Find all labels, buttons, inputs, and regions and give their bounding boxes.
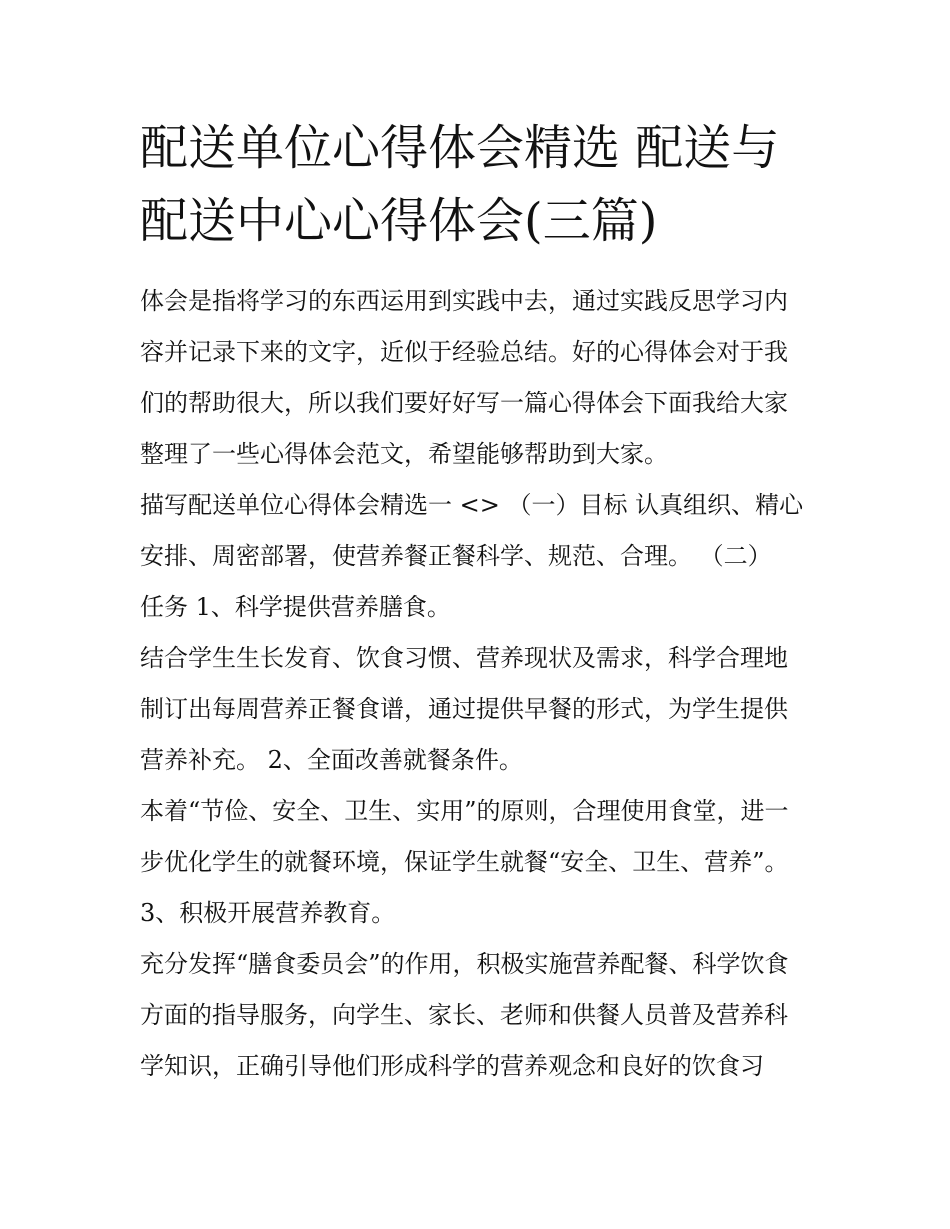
body-text-line: 充分发挥“膳食委员会”的作用，积极实施营养配餐、科学饮食: [140, 950, 789, 978]
body-text-line: 步优化学生的就餐环境，保证学生就餐“安全、卫生、营养”。: [140, 848, 789, 876]
body-text-line: 安排、周密部署，使营养餐正餐科学、规范、合理。 （二）: [140, 542, 772, 570]
body-text-line: 容并记录下来的文字，近似于经验总结。好的心得体会对于我: [140, 338, 788, 366]
title-line: 配送单位心得体会精选 配送与: [140, 120, 780, 176]
body-text-line: 3、积极开展营养教育。: [140, 899, 396, 927]
body-text-line: 们的帮助很大，所以我们要好好写一篇心得体会下面我给大家: [140, 389, 788, 417]
body-text-line: 描写配送单位心得体会精选一 <> （一）目标 认真组织、精心: [140, 491, 804, 519]
document-body: [140, 276, 820, 1092]
body-text-line: 结合学生生长发育、饮食习惯、营养现状及需求，科学合理地: [140, 644, 788, 672]
body-text-line: 整理了一些心得体会范文，希望能够帮助到大家。: [140, 440, 668, 468]
body-text-line: 方面的指导服务，向学生、家长、老师和供餐人员普及营养科: [140, 1001, 788, 1029]
document-title: [140, 112, 820, 258]
body-text-line: 任务 1、科学提供营养膳食。: [140, 593, 451, 621]
body-text-line: 营养补充。 2、全面改善就餐条件。: [140, 746, 523, 774]
body-text-line: 体会是指将学习的东西运用到实践中去，通过实践反思学习内: [140, 287, 788, 315]
body-text-line: 学知识，正确引导他们形成科学的营养观念和良好的饮食习: [140, 1052, 764, 1080]
body-text-line: 本着“节俭、安全、卫生、实用”的原则，合理使用食堂，进一: [140, 797, 789, 825]
body-text-line: 制订出每周营养正餐食谱，通过提供早餐的形式，为学生提供: [140, 695, 788, 723]
title-line: 配送中心心得体会(三篇): [140, 193, 658, 249]
